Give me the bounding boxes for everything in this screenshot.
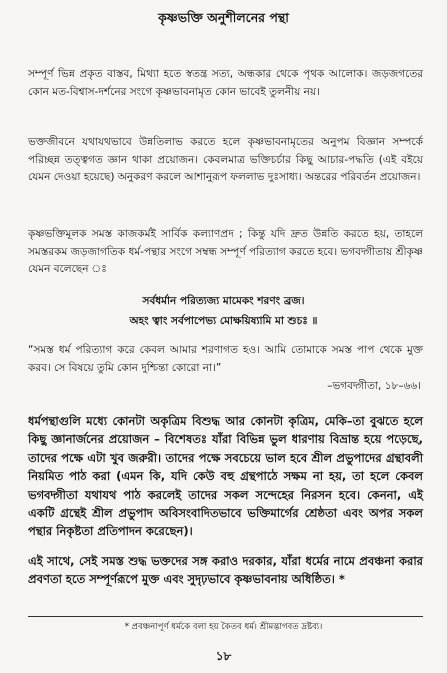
footnote-divider bbox=[28, 616, 423, 617]
verse-line-2: অহং ত্বাং সর্বপাপেভ্য মোক্ষয়িষ্যামি মা শুচঃ ॥ bbox=[129, 315, 318, 327]
paragraph-5: এই সাথে, সেই সমস্ত শুদ্ধ ভক্তদের সঙ্গ করাও দরকার, যাঁরা ধর্মের নামে প্রবঞ্চনা করার প্রবণতা হতে সম্পূর্ণরূপে মুক্ত এবং সুদৃঢ়ভাবে কৃষ্ণভাবনায় অধিষ্ঠিত। * bbox=[28, 554, 423, 587]
quote-attribution: –ভগবদ্গীতা, ১৮–৬৬। bbox=[327, 380, 421, 392]
running-header: কৃষ্ণভক্তি অনুশীলনের পন্থা bbox=[158, 10, 289, 25]
verse-line-1: সর্বধর্মান পরিত্যজ্য মামেকং শরণং ব্রজ। bbox=[142, 295, 305, 307]
paragraph-3: কৃষ্ণভক্তিমূলক সমস্ত কাজকর্মই সার্বিক কল্যাণপ্রদ ; কিন্তু যদি দ্রুত উন্নতি করতে হয়, তাহলে সমস্তরকম জড়জাগতিক ধর্ম-পন্থার সংগে সম্বন্ধ সম্পূর্ণ পরিত্যাগ করতে হবে। ভগবদ্গীতায় শ্রীকৃষ্ণ যেমন বলেছেন ঃ bbox=[28, 228, 423, 275]
page-number: ১৮ bbox=[215, 649, 232, 663]
paragraph-1: সম্পূর্ণ ভিন্ন প্রকৃত বাস্তব, মিথ্যা হতে স্বতন্ত্র সত্য, অন্ধকার থেকে পৃথক আলোক। জড়জগতের কোন মত-বিশ্বাস-দর্শনের সংগে কৃষ্ণভাবনামৃত কোন ভাবেই তুলনীয় নয়। bbox=[28, 68, 423, 98]
footnote: * প্রবঞ্চনাপূর্ণ ধর্মকে বলা হয় কৈতব ধর্ম। শ্রীমদ্ভাগবত দ্রষ্টব্য। bbox=[124, 622, 323, 632]
paragraph-4: ধর্মপন্থাগুলি মধ্যে কোনটা অকৃত্রিম বিশুদ্ধ আর কোনটা কৃত্রিম, মেকি–তা বুঝতে হলে কিছু জ্ঞানার্জনের প্রয়োজন – বিশেষতঃ যাঁরা বিভিন্ন ভুল ধারণায় বিভ্রান্ত হয়ে পড়েছে, তাদের পক্ষে এটা খুব জরুরী। তাদের পক্ষে সবচেয়ে ভাল হবে শ্রীল প্রভুপাদের গ্রন্থাবলী নিয়মিত পাঠ করা (এমন কি, যদি কেউ বহু গ্রন্থপাঠে সক্ষম না হয়, তা হলে কেবল ভগবদ্গীতা যথাযথ পাঠ করলেই তাদের সকল সন্দেহের নিরসন হবে। কেননা, এই একটি গ্রন্থেই শ্রীল প্রভুপাদ অবিসংবাদিতভাবে ভক্তিমার্গের শ্রেষ্ঠতা এবং অপর সকল পন্থার নিকৃষ্টতা প্রতিপাদন করেছেন)। bbox=[28, 414, 423, 539]
paragraph-2: ভক্তজীবনে যথাযথভাবে উন্নতিলাভ করতে হলে কৃষ্ণভাবনামৃতের অনুপম বিজ্ঞান সম্পর্কে পরিচ্ছন্ন তত্ত্বগত জ্ঞান থাকা প্রয়োজন। কেবলমাত্র ভক্তিচর্চার কিছু আচার-পদ্ধতি (এই বইয়ে যেমন দেওয়া হয়েছে) অনুকরণ করলে আশানুরূপ ফললাভ দুঃসাধ্য। অন্তরের পরিবর্তন প্রয়োজন। bbox=[28, 136, 423, 183]
quote-text: “সমস্ত ধর্ম পরিত্যাগ করে কেবল আমার শরণাগত হও। আমি তোমাকে সমস্ত পাপ থেকে মুক্ত করব। সে বিষয়ে তুমি কোন দুশ্চিন্তা কোরো না।” bbox=[28, 344, 423, 374]
